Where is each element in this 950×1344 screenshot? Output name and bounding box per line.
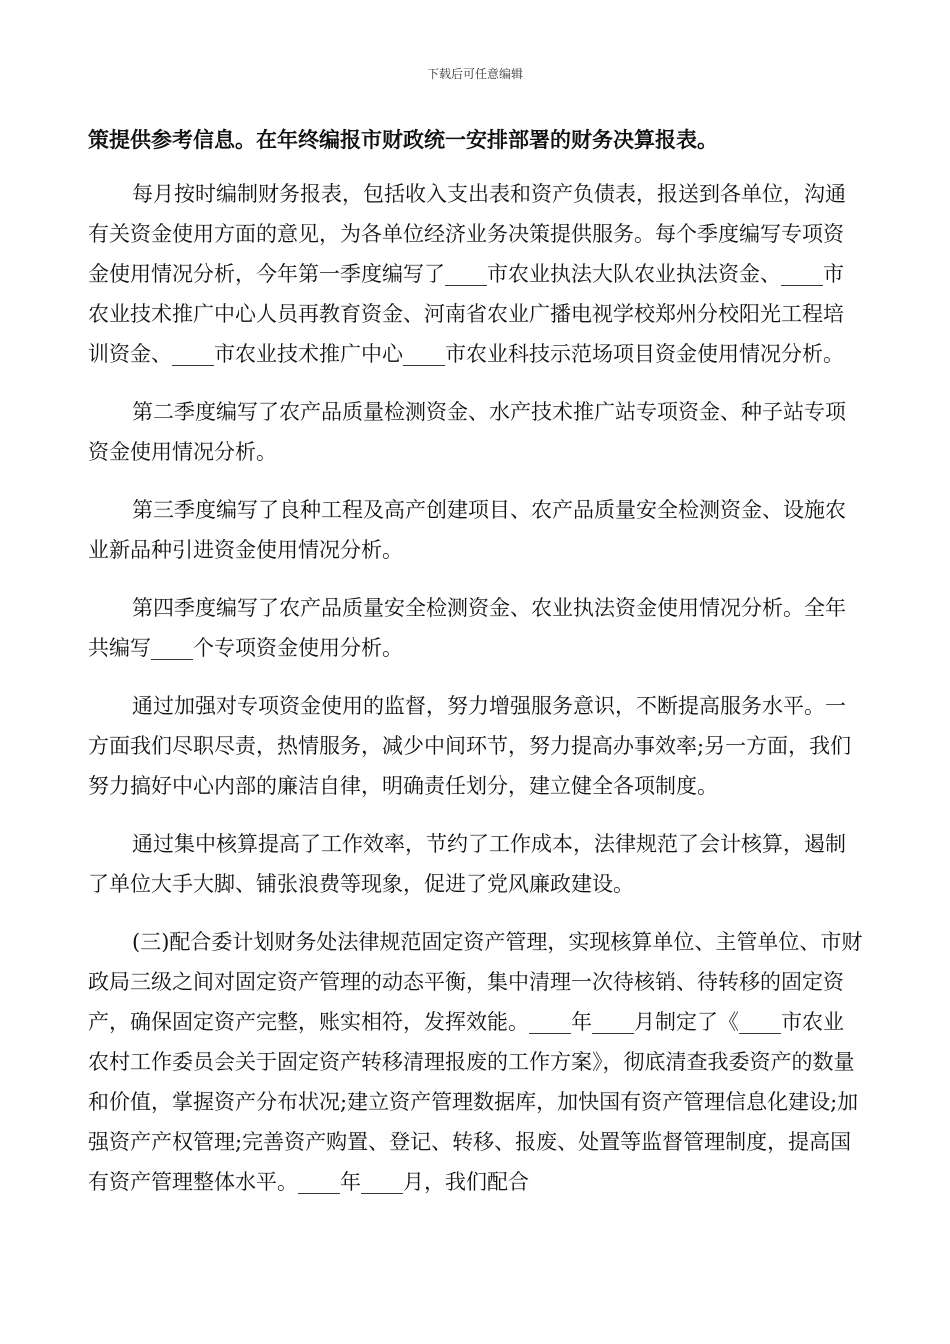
paragraph-fixed-assets: (三)配合委计划财务处法律规范固定资产管理，实现核算单位、主管单位、市财政局三级之间对固定资产管理的动态平衡，集中清理一次待核销、待转移的固定资产，确保固定资产完整，账实相符，发挥效能。____年____月制定了《____市农业农村工作委员会关于固定资产转移清理报废的工作方案》，彻底清查我委资产的数量和价值，掌握资产分布状况;建立资产管理数据库，加快国有资产管理信息化建设;加强资产产权管理;完善资产购置、登记、转移、报废、处置等监督管理制度，提高国有资产管理整体水平。____年____月，我们配合	[88, 930, 863, 1194]
paragraph-monthly-reports: 每月按时编制财务报表，包括收入支出表和资产负债表，报送到各单位，沟通有关资金使用方面的意见，为各单位经济业务决策提供服务。每个季度编写专项资金使用情况分析，今年第一季度编写了____市农业执法大队农业执法资金、____市农业技术推广中心人员再教育资金、河南省农业广播电视学校郑州分校阳光工程培训资金、____市农业技术推广中心____市农业科技示范场项目资金使用情况分析。	[88, 182, 846, 366]
document-body	[88, 120, 863, 1220]
page-header-note: 下载后可任意编辑	[426, 67, 523, 81]
paragraph-supervision: 通过加强对专项资金使用的监督，努力增强服务意识，不断提高服务水平。一方面我们尽职尽责，热情服务，减少中间环节，努力提高办事效率;另一方面，我们努力搞好中心内部的廉洁自律，明确责任划分，建立健全各项制度。	[88, 694, 852, 798]
paragraph-intro: 策提供参考信息。在年终编报市财政统一安排部署的财务决算报表。	[88, 127, 718, 152]
paragraph-q4: 第四季度编写了农产品质量安全检测资金、农业执法资金使用情况分析。全年共编写____个专项资金使用分析。	[88, 596, 846, 660]
paragraph-q3: 第三季度编写了良种工程及高产创建项目、农产品质量安全检测资金、设施农业新品种引进资金使用情况分析。	[88, 498, 846, 562]
paragraph-efficiency: 通过集中核算提高了工作效率，节约了工作成本，法律规范了会计核算，遏制了单位大手大脚、铺张浪费等现象，促进了党风廉政建设。	[88, 832, 846, 896]
paragraph-q2: 第二季度编写了农产品质量检测资金、水产技术推广站专项资金、种子站专项资金使用情况分析。	[88, 400, 846, 464]
